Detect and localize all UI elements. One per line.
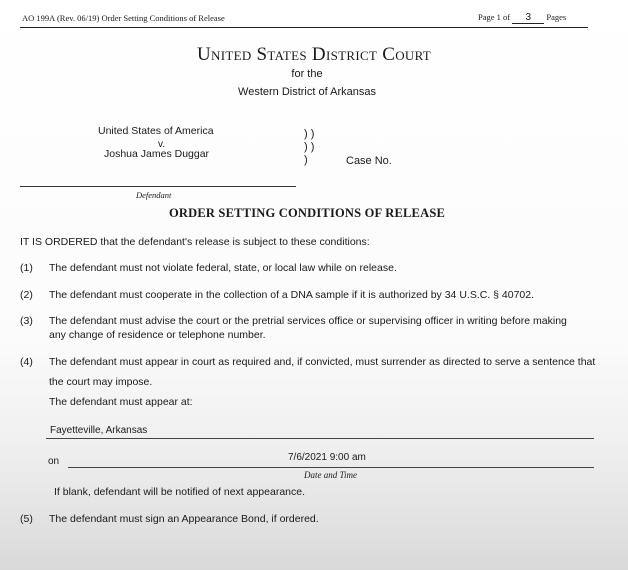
condition-3-text-line2: any change of residence or telephone number. (49, 329, 266, 341)
appearance-datetime: 7/6/2021 9:00 am (288, 452, 366, 463)
court-title: United States District Court (197, 44, 431, 65)
condition-2-text: The defendant must cooperate in the collection of a DNA sample if it is authorized by 34 U.S.C. § 40702. (49, 289, 535, 301)
district-name: Western District of Arkansas (238, 86, 376, 98)
page-total: 3 (512, 12, 544, 24)
page-suffix: Pages (546, 12, 567, 22)
condition-4-text-line2: the court may impose. (49, 376, 153, 388)
appearance-blank-note: If blank, defendant will be notified of next appearance. (54, 486, 306, 498)
appearance-datetime-label: Date and Time (304, 470, 357, 480)
form-identifier: AO 199A (Rev. 06/19) Order Setting Conditions of Release (22, 13, 225, 23)
order-title: ORDER SETTING CONDITIONS OF RELEASE (168, 206, 446, 220)
condition-2-number: (2) (20, 289, 33, 301)
order-intro: IT IS ORDERED that the defendant's release is subject to these conditions: (20, 236, 370, 248)
page-number (478, 12, 566, 24)
defendant-rule (20, 186, 296, 187)
page-prefix: Page 1 of (478, 12, 511, 22)
versus-text: v. (158, 139, 166, 150)
appearance-location: Fayetteville, Arkansas (50, 425, 148, 436)
caption-parens: ) ) ) ) ) (304, 128, 315, 166)
condition-1-number: (1) (20, 262, 33, 274)
for-the-text: for the (291, 68, 323, 80)
condition-4-text-line1: The defendant must appear in court as required and, if convicted, must surrender as directed to serve a sentence that (49, 356, 596, 368)
condition-5-number: (5) (20, 513, 33, 525)
appearance-datetime-rule (68, 467, 594, 468)
condition-3-number: (3) (20, 315, 33, 327)
condition-4-number: (4) (20, 356, 33, 368)
condition-5-text: The defendant must sign an Appearance Bond, if ordered. (49, 513, 319, 525)
appearance-on-label: on (48, 456, 60, 467)
condition-1-text: The defendant must not violate federal, state, or local law while on release. (49, 262, 397, 274)
condition-3-text-line1: The defendant must advise the court or the pretrial services office or supervising officer in writing before making (49, 315, 567, 327)
condition-4-text-line3: The defendant must appear at: (49, 396, 193, 408)
appearance-location-rule (46, 438, 594, 439)
header-rule (20, 27, 588, 28)
plaintiff-name: United States of America (98, 125, 214, 137)
case-number-label: Case No. (346, 155, 392, 167)
defendant-label: Defendant (136, 190, 172, 200)
defendant-name: Joshua James Duggar (104, 148, 210, 160)
